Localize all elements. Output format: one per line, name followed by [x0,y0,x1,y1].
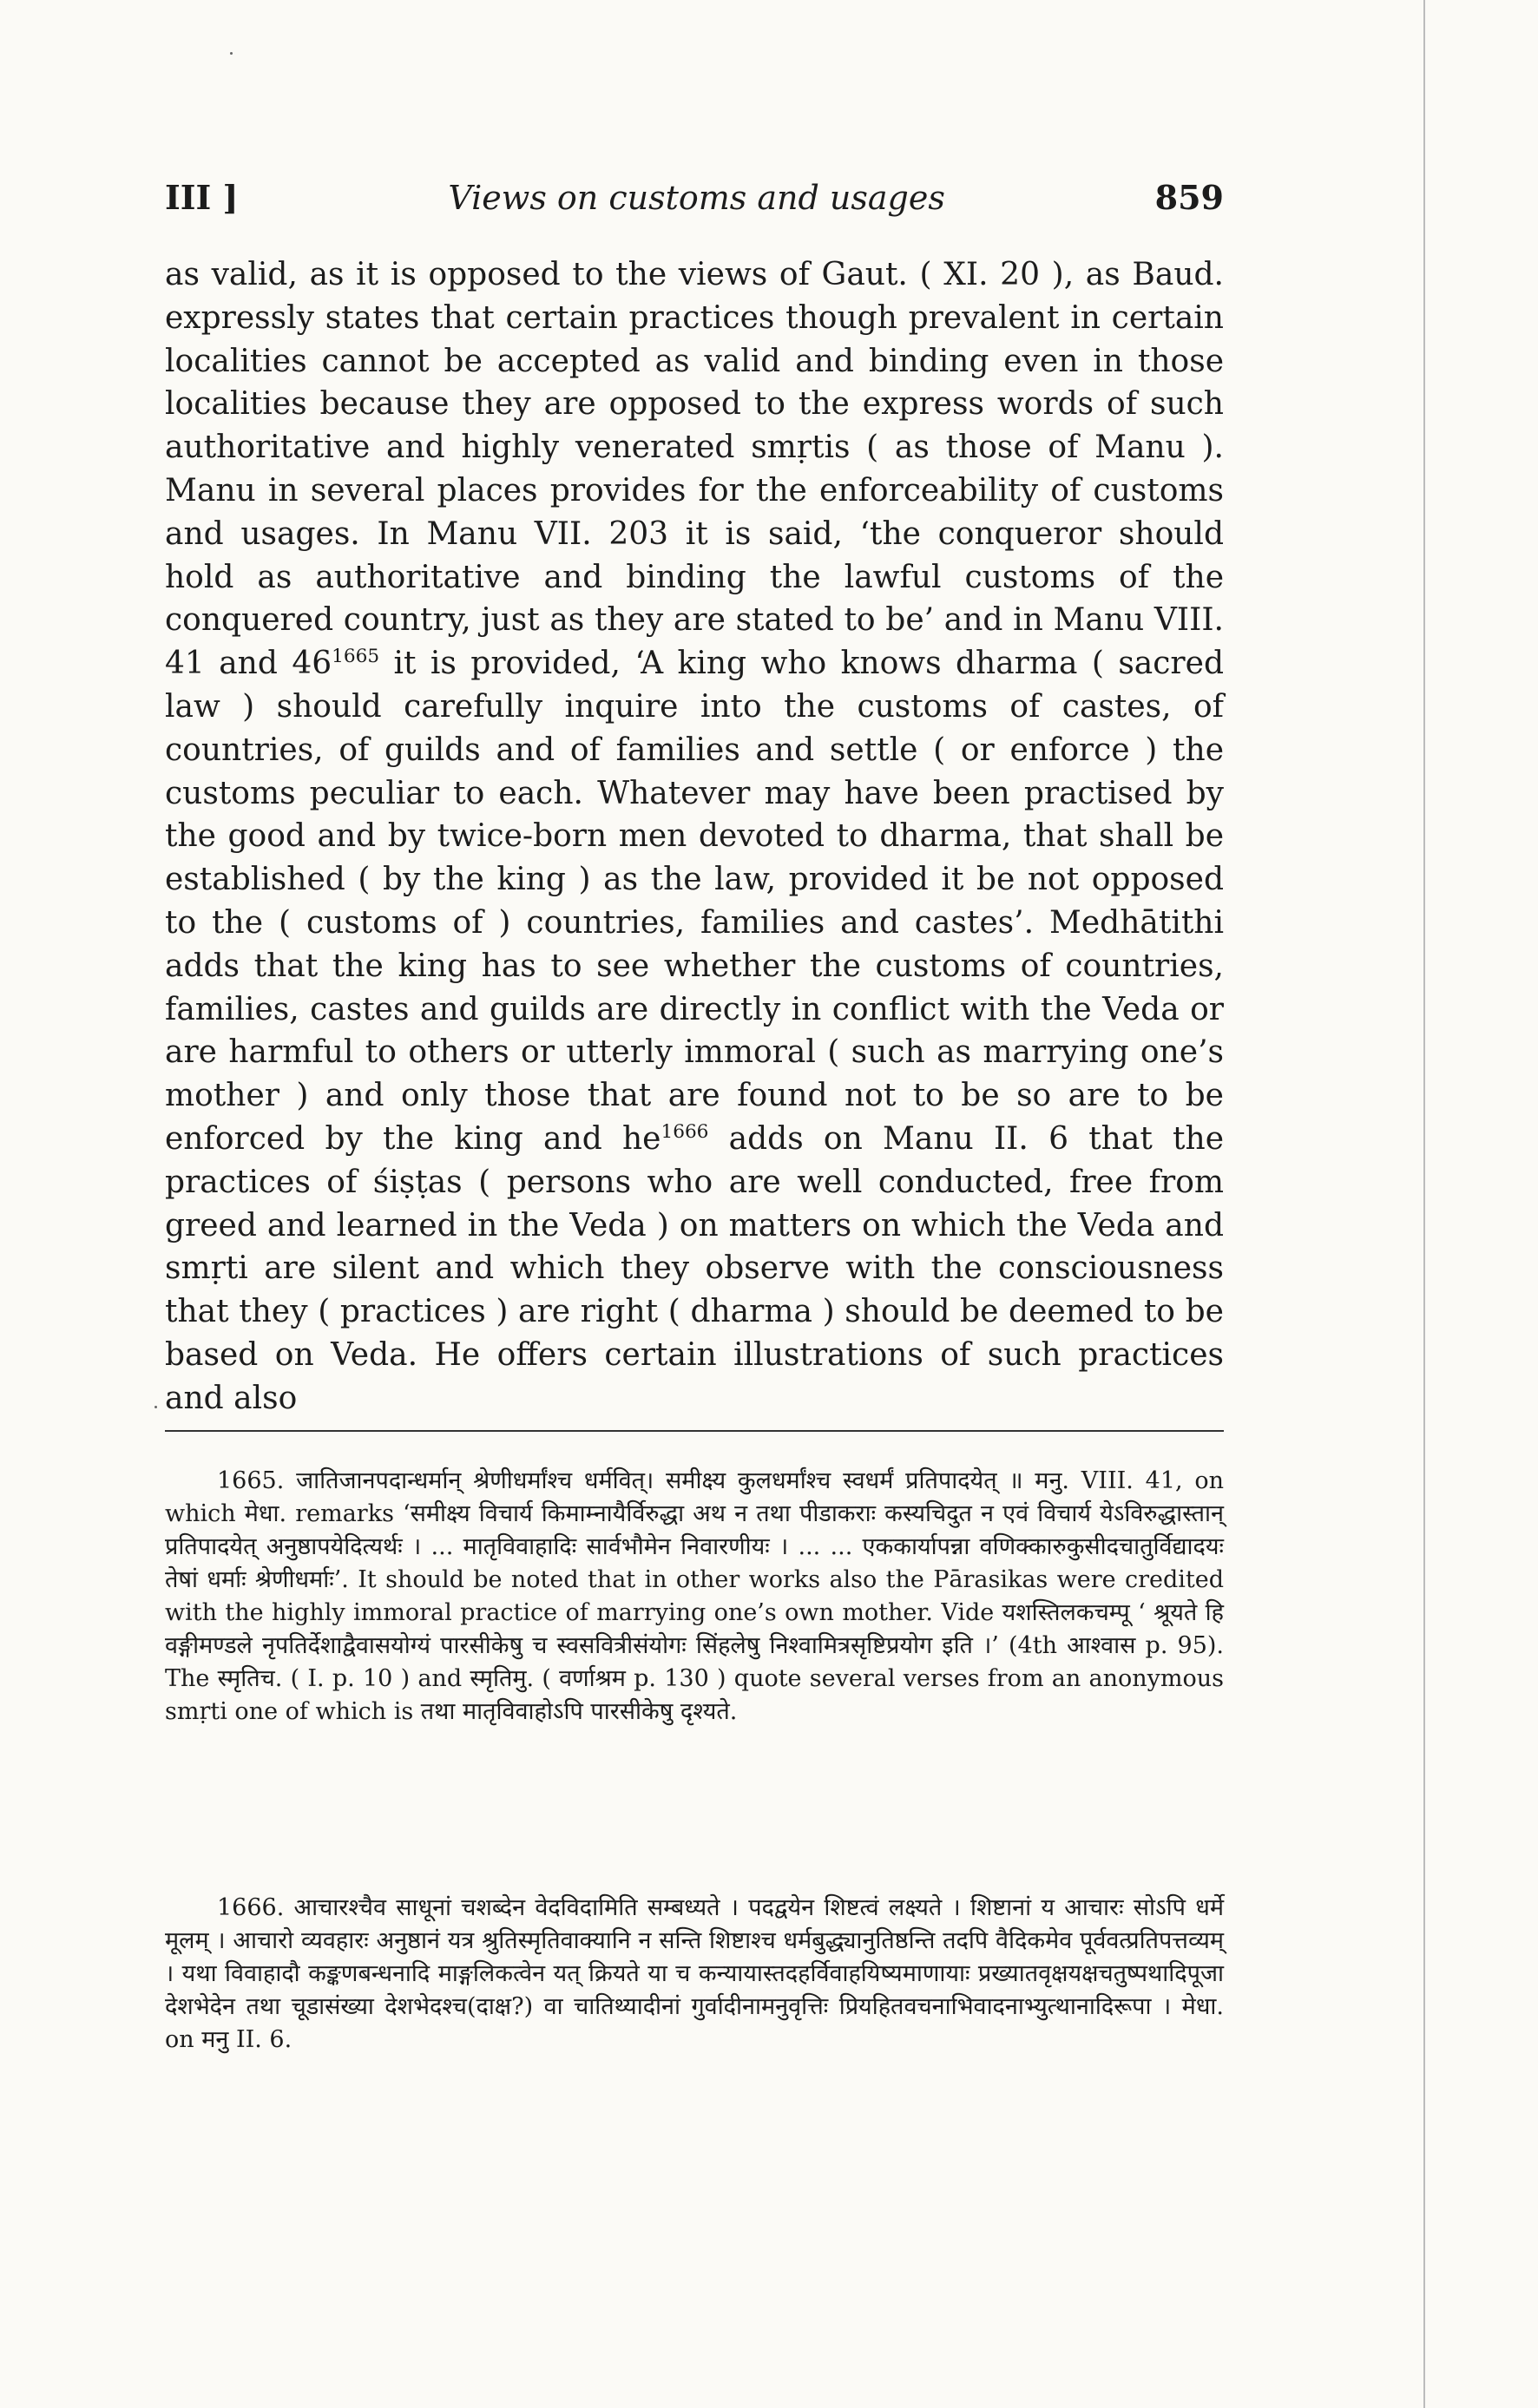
footnote-divider [165,1430,1224,1432]
running-header [165,178,1224,230]
chapter-marker: III ] [165,178,239,217]
footnote-text: 1666. आचारश्चैव साधूनां चशब्देन वेदविदामिति सम्बध्यते । पदद्वयेन शिष्टत्वं लक्ष्यते । शिष्टानां य आचारः सोऽपि धर्मे मूलम् । आचारो व्यवहारः अनुष्ठानं यत्र श्रुतिस्मृतिवाक्यानि न सन्ति शिष्टाश्च धर्मबुद्ध्यानुतिष्ठन्ति तदपि वैदिकमेव पूर्ववत्प्रतिपत्तव्यम् । यथा विवाहादौ कङ्कणबन्धनादि माङ्गलिकत्वेन यत् क्रियते या च कन्यायास्तदहर्विवाहयिष्यमाणायाः प्रख्यातवृक्षयक्षचतुष्पथादिपूजा देशभेदेन तथा चूडासंख्या देशभेदश्च(दाक्ष?) वा चातिथ्यादीनां गुर्वादीनामनुवृत्तिः प्रियहितवचनाभिवादनाभ्युत्थानादिरूपा । मेधा. on मनु II. 6. [165,1894,1224,2053]
page-number: 859 [1154,178,1224,217]
body-paragraph: as valid, as it is opposed to the views of Gaut. ( XI. 20 ), as Baud. expressly states that certain practices though prevalent in certain localities cannot be accepted as valid and binding even in those localities because they are opposed to the express words of such authoritative and highly venerated smṛtis ( as those of Manu ). Manu in several places provides for the enforceability of customs and usages. In Manu VII. 203 it is said, ‘the conqueror should hold as authoritative and binding the lawful customs of the conquered country, just as they are stated to be’ and in Manu VIII. 41 and $46^{1665}$ it is provided, ‘A king who knows dharma ( sacred law ) should carefully inquire into the customs of castes, of countries, of guilds and of families and settle ( or enforce ) the customs peculiar to each. Whatever may have been practised by the good and by twice-born men devoted to dharma, that shall be established ( by the king ) as the law, provided it be not opposed to the ( customs of ) countries, families and castes’. Medhātithi adds that the king has to see whether the customs of countries, families, castes and guilds are directly in conflict with the Veda or are harmful to others or utterly immoral ( such as marrying one’s mother ) and only those that are found not to be so are to be enforced by the king and $he^{1666}$ adds on Manu II. 6 that the practices of śiṣṭas ( persons who are well conducted, free from greed and learned in the Veda ) on matters on which the Veda and smṛti are silent and which they observe with the consciousness that they ( practices ) are right ( dharma ) should be deemed to be based on Veda. He offers certain illustrations of such practices and also [165,257,1224,1416]
footnote-1665 [165,1465,1224,1729]
scan-speck [230,52,233,55]
main-text [165,253,1224,1421]
scan-edge-line [1423,0,1425,2408]
scan-speck [154,1406,157,1408]
footnote-text: 1665. जातिजानपदान्धर्मान् श्रेणीधर्मांश्च धर्मवित्। समीक्ष्य कुलधर्मांश्च स्वधर्मं प्रतिपादयेत् ॥ मनु. VIII. 41, on which मेधा. remarks ‘समीक्ष्य विचार्य किमाम्नायैर्विरुद्धा अथ न तथा पीडाकराः कस्यचिदुत न एवं विचार्य येऽविरुद्धास्तान् प्रतिपादयेत् अनुष्ठापयेदित्यर्थः । ... मातृविवाहादिः सार्वभौमेन निवारणीयः । ... ... एककार्यापन्ना वणिक्कारुकुसीदचातुर्विद्यादयः तेषां धर्माः श्रेणीधर्माः’. It should be noted that in other works also the Pārasikas were credited with the highly immoral practice of marrying one’s own mother. Vide यशस्तिलकचम्पू ‘ श्रूयते हि वङ्गीमण्डले नृपतिर्देशाद्वैवासयोग्यं पारसीकेषु च स्वसवित्रीसंयोगः सिंहलेषु निश्वामित्रसृष्टिप्रयोग इति ।’ (4th आश्वास p. 95). The स्मृतिच. ( I. p. 10 ) and स्मृतिमु. ( वर्णाश्रम p. 130 ) quote several verses from an anonymous smṛti one of which is तथा मातृविवाहोऽपि पारसीकेषु दृश्यते. [165,1467,1224,1725]
running-title: Views on customs and usages [448,179,945,217]
footnote-1666 [165,1892,1224,2057]
